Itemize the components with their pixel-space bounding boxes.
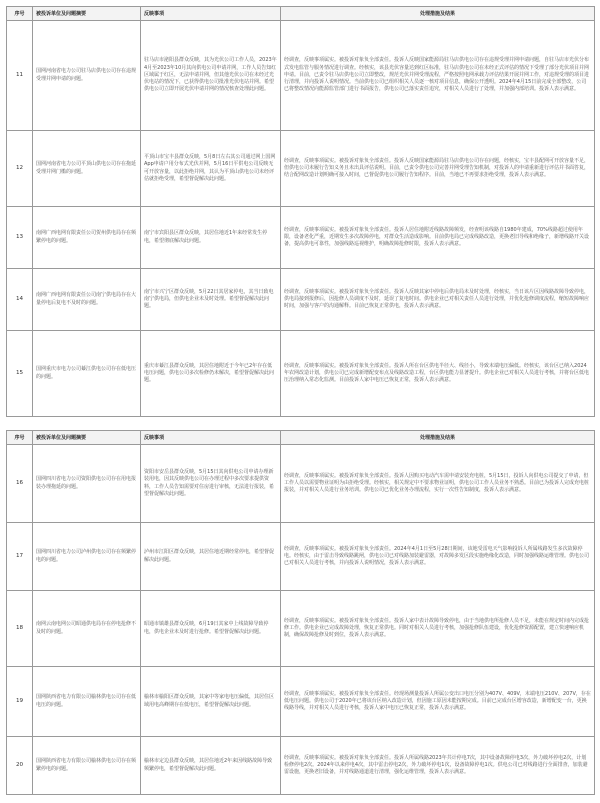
table-row — [7, 667, 595, 737]
row-event: 资阳市安岳县群众反映，5月15日其向供电公司申请办理新装用电，因其反映供电公司在办理过程中多次要求提供资料，工作人员告知需要对住房进行审核，无法进行报装，希望督促解决此问题。 — [141, 445, 281, 523]
row-unit: 国网陕西省电力有限公司榆林供电公司存在低电压的问题。 — [33, 667, 141, 737]
row-unit: 南网广西电网有限责任公司贺州供电局存在频繁停电的问题。 — [33, 207, 141, 269]
row-unit: 国网河南省电力公司驻马店供电公司存在违规受理并网申请的问题。 — [33, 21, 141, 131]
table-row — [7, 591, 595, 667]
row-no: 13 — [7, 207, 33, 269]
row-result: 经调查，反映事项属实。被投诉对象负全部责任。投诉人所属线路2023年共计停电7次，其中设备故障停电3次，外力破坏停电2次，计划检修停电2次。2024年以来停电4次，其中雷击停电2次，外力破坏停电1次，设备故障停电1次。供电公司已对线路进行全面排查，加装避雷设施，更换老旧设备，并对线路通道进行清理，强化运维管理，投诉人表示满意。 — [281, 737, 595, 795]
table-row — [7, 737, 595, 795]
row-event: 南宁市宾阳县区群众反映，其居住地近1年来经常发生停电，希望彻底解决此问题。 — [141, 207, 281, 269]
table-row — [7, 331, 595, 417]
row-event: 昭通市镇雄县群众反映，6月19日其家中上线故障导致停电，供电企业未及时进行抢修。希望督促解决此问题。 — [141, 591, 281, 667]
header-result: 处理措施及结果 — [281, 7, 595, 21]
row-event: 重庆市綦江县群众反映，其居住地附近于今年已2年存在低电压问题，供电公司多次检修仍未解决，希望督促解决此问题。 — [141, 331, 281, 417]
row-unit: 国网四川省电力公司资阳供电公司存在用电报装办理拖延的问题。 — [33, 445, 141, 523]
table-header-row — [7, 431, 595, 445]
header-no: 序号 — [7, 7, 33, 21]
row-event: 平顶山市宝丰县群众反映，5月8日左右其公司通过网上国网App申请户用分布式光伏并网，5月16日平供电公司反映无可开放容量，以此拒绝并网，其认为平顶山供电公司未经评估就拒绝受理，希望督促解决此问题。 — [141, 131, 281, 207]
row-no: 14 — [7, 269, 33, 331]
row-no: 18 — [7, 591, 33, 667]
row-result: 经调查，反映事项属实。被投诉对象负全部责任。投诉人反映国家能源局驻马店供电公司存在违规受理并网申请问题，自驻马店市光伏分布式发电监管与服务情况进行调查。经核实，该县光伏容量达到红区标准，驻马店供电公司在未经正式评估的情况下受理了部分光伏项目并网申请。目前，已责令驻马店供电公司立即整改，规范光伏并网受理流程，严格按照电网承载力评估结果开展并网工作，对违规受理的项目进行清理，并向投诉人说明情况。当前供电公司已组织相关人员逐一核对项目信息，确保公开透明。2024年4月15日前完成全部整改，公司已将整改情况向能源监管部门进行书面报告，供电公司已落实责任追究，对相关人员进行了处理，并加强内部培训。投诉人表示满意。 — [281, 21, 595, 131]
row-no: 12 — [7, 131, 33, 207]
row-result: 经调查，反映事项属实。被投诉对象负全部责任。投诉人反映其家中停电后供电局未及时处理，经核实，当日该片区因线路故障导致停电，供电局接到报修后，因抢修人员调度不及时，延误了复电时间。供电企业已对相关责任人员进行处理，并优化抢修调度流程，缩短故障响应时间，加强与客户的沟通解释。目前已恢复正常供电，投诉人表示满意。 — [281, 269, 595, 331]
row-result: 经调查，反映事项属实。被投诉对象负全部责任。投诉人家中表计故障导致停电，由于当地供电所抢修人员不足，未能在规定时间内完成抢修工作。供电企业已完成故障处理，恢复正常供电。同时对相关人员进行考核，加强抢修队伍建设，优化抢修资源配置，建立快速响应机制，确保故障抢修及时到位，投诉人表示满意。 — [281, 591, 595, 667]
row-event: 泸州市江阳区群众反映，其居住地近期经常停电，希望督促解决此问题。 — [141, 523, 281, 591]
table-row — [7, 269, 595, 331]
header-no: 序号 — [7, 431, 33, 445]
row-result: 经调查，反映事项属实。被投诉对象负全部责任。投诉人因购买电动汽车需申请安装充电桩，5月15日，投诉人向供电公司提交了申请，但工作人员以需要物业证明为由拒绝受理。经核实，相关规定中不要求物业证明，供电公司工作人员业务不熟悉。目前已为投诉人完成充电桩报装，并对相关人员进行业务培训。供电公司已优化业务办理流程，实行一次性告知制度，投诉人表示满意。 — [281, 445, 595, 523]
row-no: 15 — [7, 331, 33, 417]
header-event: 反映事项 — [141, 431, 281, 445]
row-result: 经调查，反映事项属实。被投诉对象负全部责任。投诉人所在台区供电半径大、线径小，导致末端电压偏低。经核实，该台区已纳入2024年农网改造计划，供电公司已完成新增配变布点及线路改造工程，台区供电能力显著提升。供电企业已对相关人员进行考核，并将台区低电压治理纳入常态化监测。目前投诉人家中电压已恢复正常，投诉人表示满意。 — [281, 331, 595, 417]
row-no: 19 — [7, 667, 33, 737]
row-event: 驻马店市泌阳县群众反映，其为光伏公司工作人员，2023年4月至2023年10月其向供电公司申请并网，工作人员告知红区域属于红区，无法申请并网，但其他光伏公司在未经过光伏电站的情况下，已获得供电公司批准光伏电站并网。希望供电公司立即开展光伏申请并网的情况核查处理此问题。 — [141, 21, 281, 131]
row-unit: 国网四川省电力公司泸州供电公司存在频繁停电的问题。 — [33, 523, 141, 591]
row-result: 经调查，反映事项属实。被投诉对象负全部责任。投诉人居住地附近线路故障频发，经查明该线路自1980年建成，70%线路超过使用年限，设备老化严重，近期发生多次故障停电，对群众生活造成影响。目前供电局已完成线路改造，更换老旧导线和绝缘子，新增线路开关设备，提高供电可靠性，加强线路巡视维护，明确故障抢修时限，投诉人表示满意。 — [281, 207, 595, 269]
row-unit: 南网云南电网公司昭通供电局存在停电抢修不及时的问题。 — [33, 591, 141, 667]
row-no: 20 — [7, 737, 33, 795]
header-event: 反映事项 — [141, 7, 281, 21]
row-unit: 国网河南省电力公司平顶山供电公司存在拖延受理并网门槛的问题。 — [33, 131, 141, 207]
header-unit: 被投诉单位及问题摘要 — [33, 431, 141, 445]
table-row — [7, 523, 595, 591]
table-row — [7, 21, 595, 131]
header-unit: 被投诉单位及问题摘要 — [33, 7, 141, 21]
table-row — [7, 445, 595, 523]
row-result: 经调查，反映事项属实。被投诉对象负全部责任。经现场测量投诉人所属公变出口电压分别为407V、409V，末端电压210V、207V，存在低电压问题。供电公司于2020年已将该台区纳入改造计划，但因施工原因未能按期完成。目前已完成台区增容改造，新增配变一台，更换线路导线，并对相关人员进行考核，投诉人家中电压已恢复正常，投诉人表示满意。 — [281, 667, 595, 737]
row-event: 南宁市兴宁区群众反映，5月22日其居家停电，其当日致电南宁供电局，但供电企业未及时处理。希望督促解决此问题。 — [141, 269, 281, 331]
row-event: 榆林市定边县群众反映，其居住地近2年来因线路故障导致频繁停电，希望督促解决此问题。 — [141, 737, 281, 795]
row-unit: 国网陕西省电力有限公司榆林供电公司存在频繁停电的问题。 — [33, 737, 141, 795]
row-no: 16 — [7, 445, 33, 523]
row-result: 经调查，反映事项属实。被投诉对象负全部责任。2024年4月1日至5月28日期间，该地受雷电天气影响投诉人所属线路发生多次故障停电。经核实，由于雷击导致线路跳闸，供电公司已对线路加装避雷器，对故障多发区段实施绝缘化改造，同时加强线路运维管理。供电公司已对相关人员进行考核，并向投诉人说明情况，投诉人表示满意。 — [281, 523, 595, 591]
row-event: 榆林市榆阳区群众反映，其家中等家电电压偏低，其居住区域用电高峰期存在低电压，希望督促解决此问题。 — [141, 667, 281, 737]
row-unit: 南网广西电网有限责任公司南宁供电局存在大量停电后复电不及时的问题。 — [33, 269, 141, 331]
row-unit: 国网重庆市电力公司綦江供电公司存在低电压的问题。 — [33, 331, 141, 417]
row-no: 17 — [7, 523, 33, 591]
table-header-row — [7, 7, 595, 21]
table-row — [7, 131, 595, 207]
header-result: 处理措施及结果 — [281, 431, 595, 445]
row-no: 11 — [7, 21, 33, 131]
complaint-table-top — [6, 6, 594, 417]
table-row — [7, 207, 595, 269]
row-result: 经调查，反映事项属实。被投诉对象负全部责任。投诉人反映国家能源局驻马店供电公司存在问题，经核实，宝丰县配网可开放容量不足，但供电公司未履行告知义务且未出具评估说明。目前，已责令供电公司完善并网受理告知机制，对投诉人的申请重新进行评估并书面答复，结合配网改造计划明确可接入时间，已督促供电公司履行告知程序。目前，当地已不再要求拒绝受理，投诉人表示满意。 — [281, 131, 595, 207]
complaint-table-bottom — [6, 430, 594, 795]
